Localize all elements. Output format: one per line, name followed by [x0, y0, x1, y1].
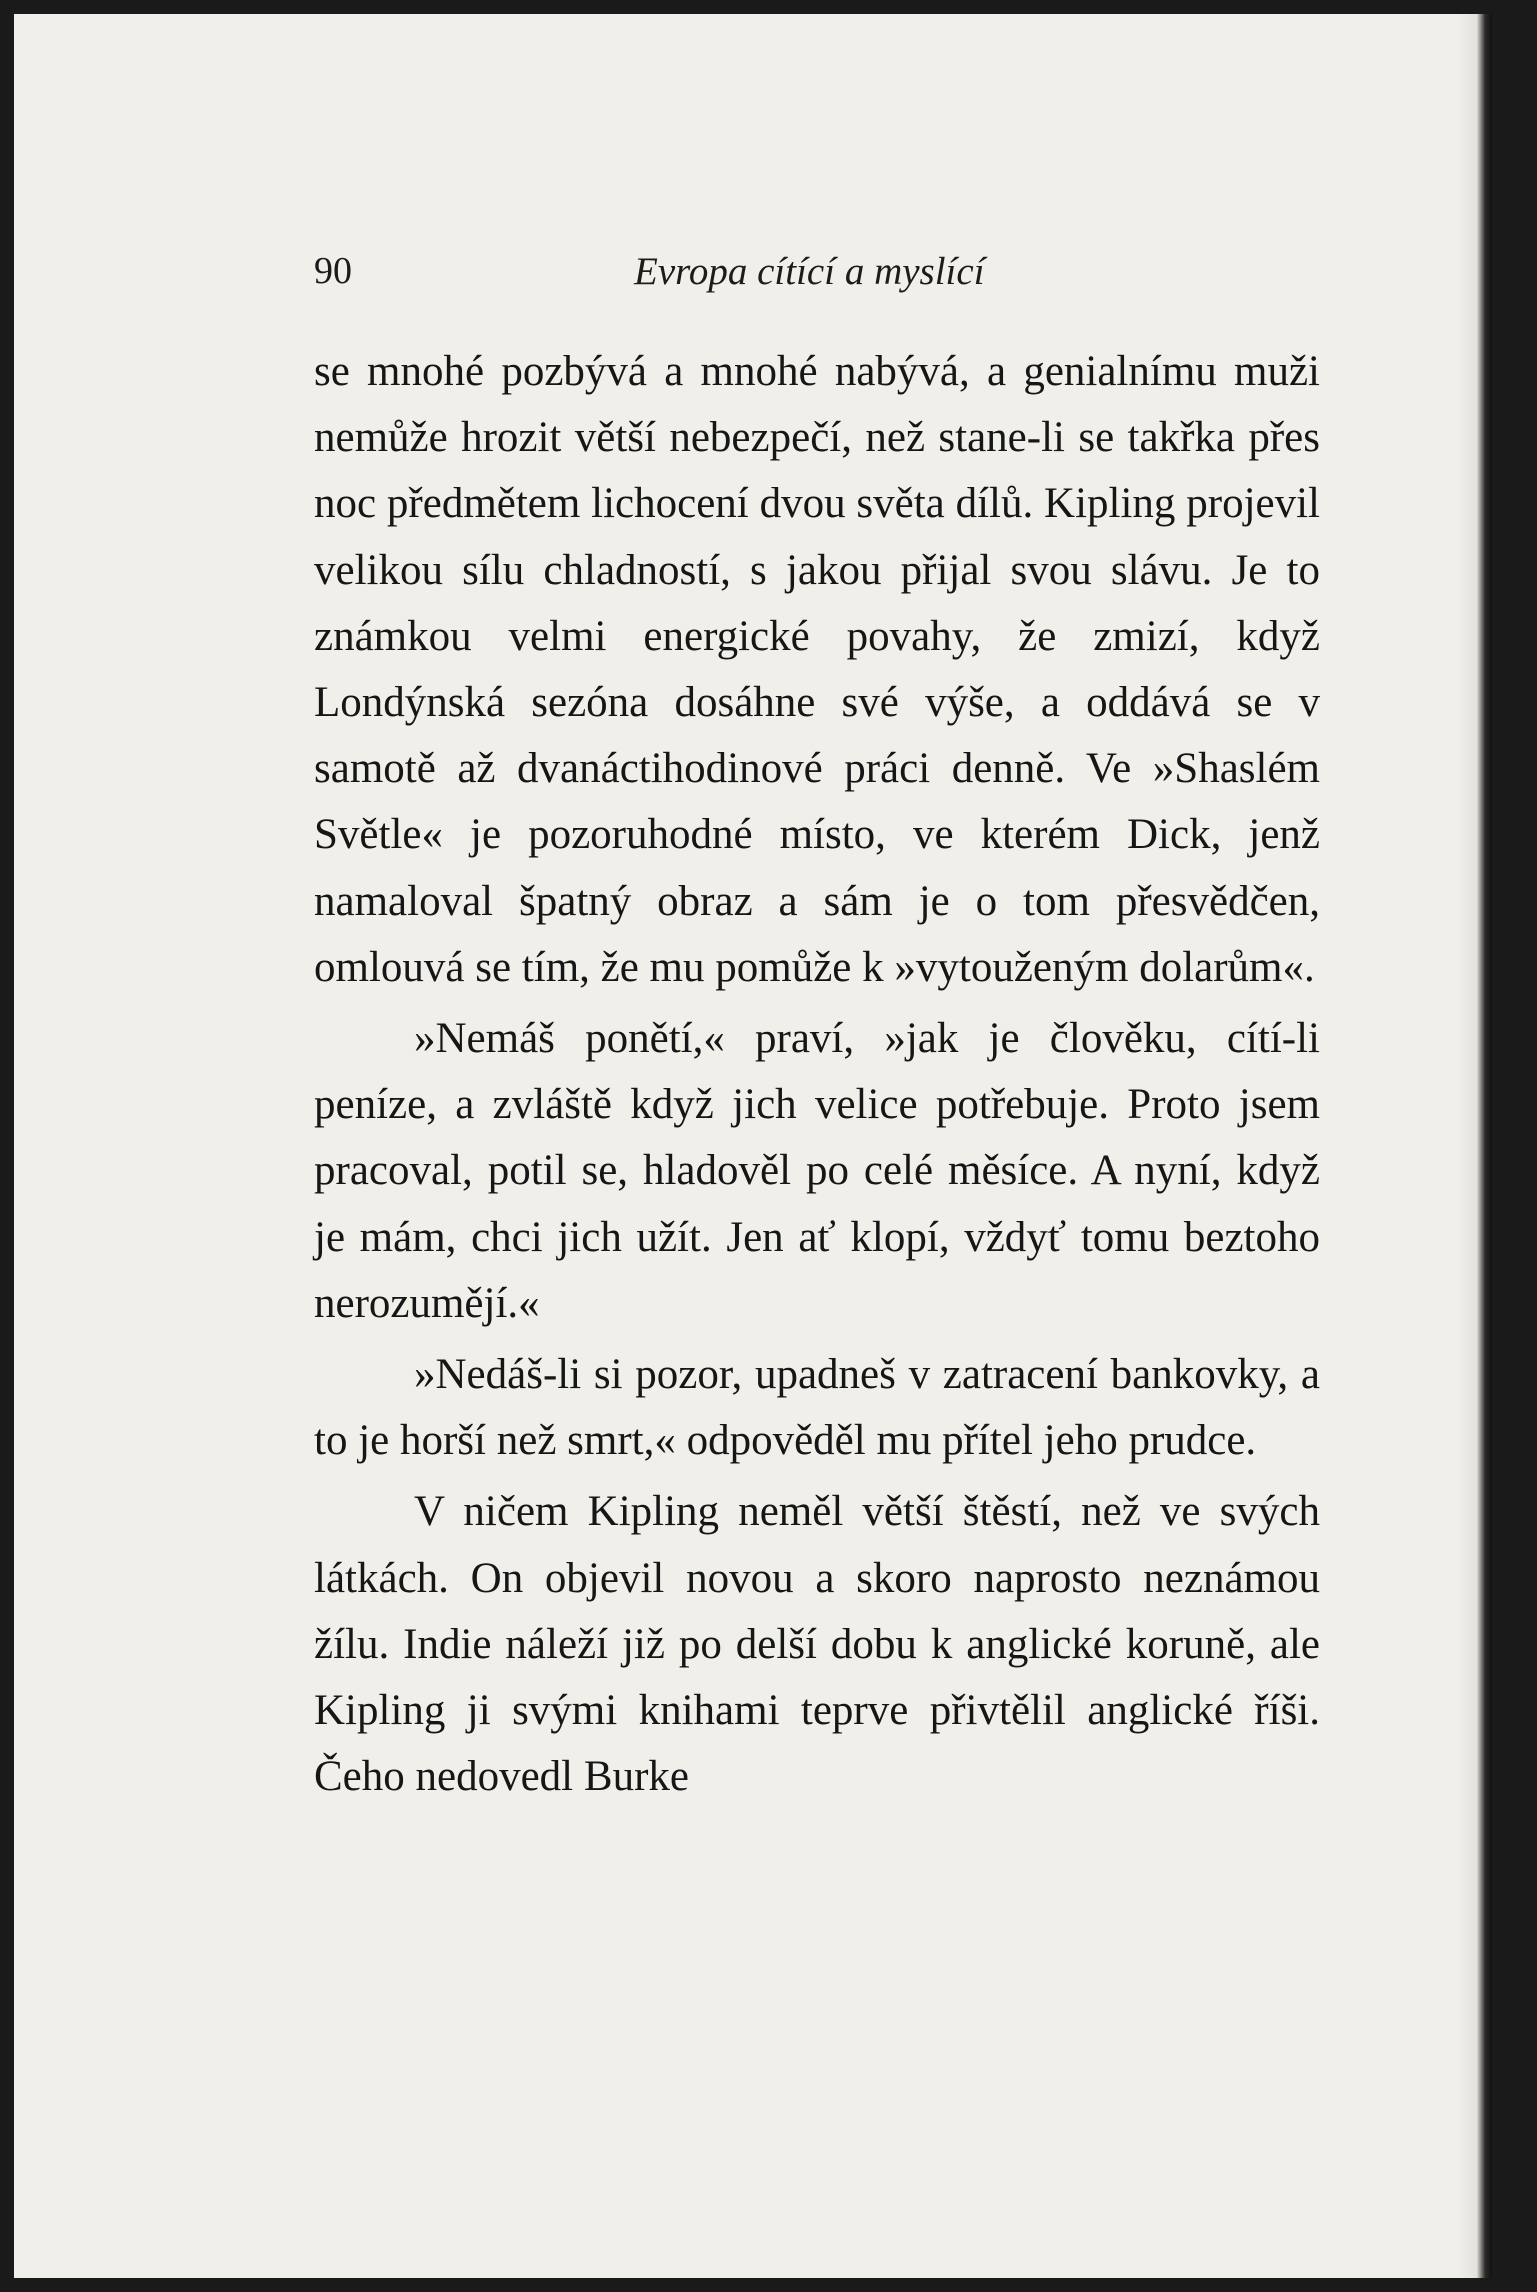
- paragraph: »Nedáš-li si pozor, upadneš v zatracení bankovky, a to je horší než smrt,« odpověděl mu přítel jeho prudce.: [314, 1351, 1320, 1465]
- page-number: 90: [314, 250, 352, 292]
- body-text: [314, 339, 1320, 1810]
- paragraph: V ničem Kipling neměl větší štěstí, než ve svých látkách. On objevil novou a skoro naprosto neznámou žílu. Indie náleží již po delší dobu k anglické koruně, ale Kipling ji svými knihami teprve přivtělil anglické říši. Čeho nedovedl Burke: [314, 1488, 1320, 1801]
- page-edge: [1458, 14, 1492, 2278]
- book-page: [14, 14, 1492, 2278]
- running-title: Evropa cítící a myslící: [634, 250, 985, 293]
- paragraph: »Nemáš ponětí,« praví, »jak je člověku, cítí-li peníze, a zvláště když jich velice potřebuje. Proto jsem pracoval, potil se, hladověl po celé měsíce. A nyní, když je mám, chci jich užít. Jen ať klopí, vždyť tomu beztoho nerozumějí.«: [314, 1015, 1320, 1327]
- paragraph: se mnohé pozbývá a mnohé nabývá, a genialnímu muži nemůže hrozit větší nebezpečí, než stane-li se takřka přes noc předmětem lichocení dvou světa dílů. Kipling projevil velikou sílu chladností, s jakou přijal svou slávu. Je to známkou velmi energické povahy, že zmizí, když Londýnská sezóna dosáhne své výše, a oddává se v samotě až dvanáctihodinové práci denně. Ve »Shaslém Světle« je pozoruhodné místo, ve kterém Dick, jenž namaloval špatný obraz a sám je o tom přesvědčen, omlouvá se tím, že mu pomůže k »vytouženým dolarům«.: [314, 348, 1320, 991]
- running-head: [314, 249, 1324, 319]
